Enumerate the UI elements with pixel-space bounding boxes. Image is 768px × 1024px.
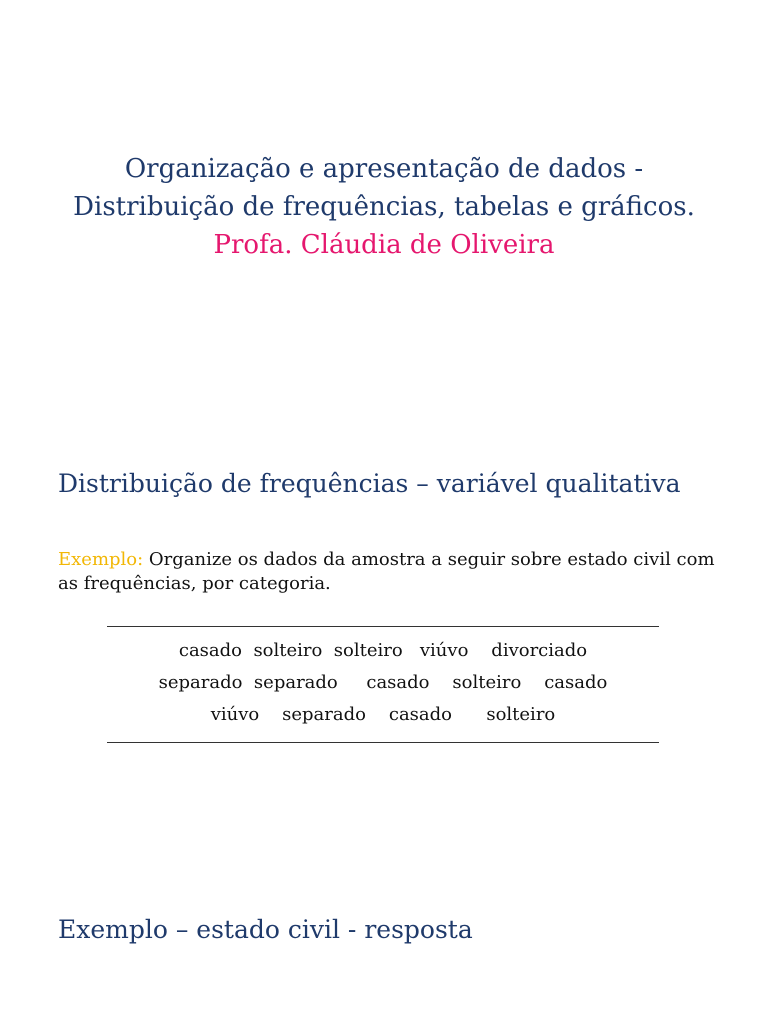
sample-data-line-1: casado solteiro solteiro viúvo divorciado <box>178 640 588 661</box>
title-line-1: Organização e apresentação de dados - <box>124 154 644 184</box>
sample-data-line-3: viúvo separado casado solteiro <box>210 704 556 725</box>
example-paragraph <box>58 548 718 596</box>
section-heading-answer: Exemplo – estado civil - resposta <box>58 915 473 944</box>
title-block <box>0 150 768 264</box>
sample-data-block <box>107 635 659 731</box>
example-instruction: Organize os dados da amostra a seguir sobre estado civil com as frequências, por categoria. <box>58 549 715 594</box>
example-label: Exemplo: <box>58 549 144 570</box>
sample-data-line-2: separado separado casado solteiro casado <box>158 672 608 693</box>
author-name: Profa. Cláudia de Oliveira <box>213 230 555 260</box>
top-divider-line <box>107 626 659 627</box>
bottom-divider-line <box>107 742 659 743</box>
section-heading-frequency-distribution: Distribuição de frequências – variável qualitativa <box>58 469 681 498</box>
title-line-2: Distribuição de frequências, tabelas e gráficos. <box>73 192 695 222</box>
